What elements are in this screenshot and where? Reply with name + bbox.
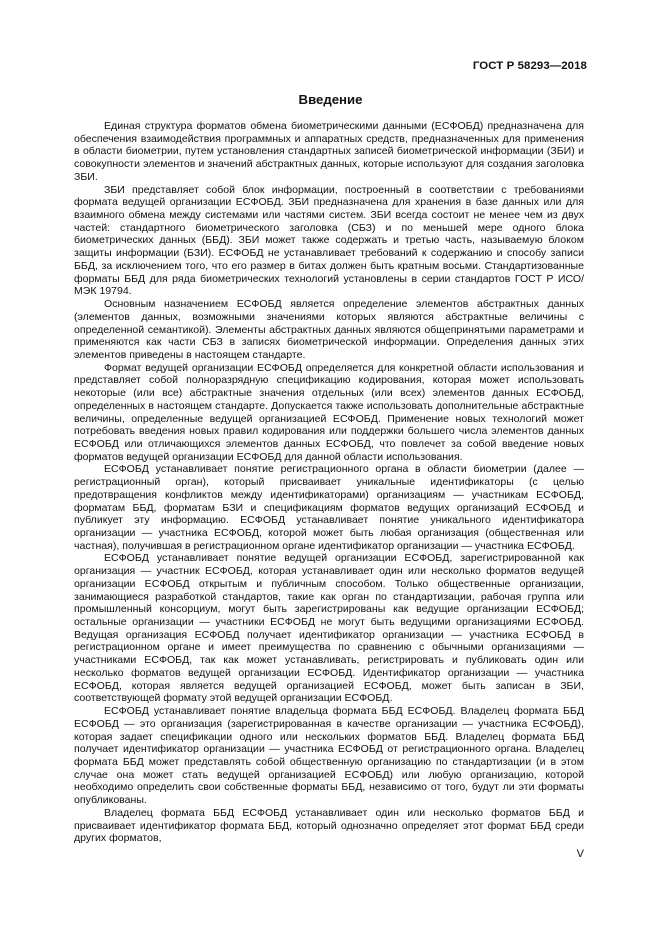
paragraph: ЗБИ представляет собой блок информации, построенный в соответствии с требованиями формата ведущей организации ЕСФОБД. ЗБИ предназначена для хранения в базе данных или для взаимного обмена между системами или частями систем. ЗБИ всегда состоит не менее чем из двух частей: стандартного биометрического заголовка (СБЗ) и по меньшей мере одного блока биометрических данных (ББД). ЗБИ может также содержать и третью часть, называемую блоком защиты информации (БЗИ). ЕСФОБД не устанавливает требований к содержанию и способу записи ББД, за исключением того, что его размер в битах должен быть кратным восьми. Стандартизованные форматы ББД для ряда биометрических технологий установлены в серии стандартов ГОСТ Р ИСО/МЭК 19794. xyxy=(74,183,584,298)
paragraph: Основным назначением ЕСФОБД является определение элементов абстрактных данных (элементов данных, возможными значениями которых являются абстрактные величины с определенной семантикой). Элементы абстрактных данных являются общепринятыми параметрами и применяются как части СБЗ в записях биометрической информации. Определения данных этих элементов приведены в настоящем стандарте. xyxy=(74,298,584,361)
paragraph: ЕСФОБД устанавливает понятие ведущей организации ЕСФОБД, зарегистрированной как организация — участник ЕСФОБД, которая устанавливает один или несколько форматов ведущей организации ЕСФОБД открытым и публичным способом. Только общественные организации, занимающиеся разработкой стандартов, такие как орган по стандартизации, рабочая группа или промышленный консорциум, могут быть зарегистрированы как ведущие организации ЕСФОБД; остальные организации — участники ЕСФОБД не могут быть ведущими организациями ЕСФОБД. Ведущая организация ЕСФОБД получает идентификатор организации — участника ЕСФОБД в регистрационном органе и имеет преимущества по сравнению с обычными организациями — участниками ЕСФОБД, так как может устанавливать, регистрировать и публиковать один или несколько форматов ведущей организации ЕСФОБД. Идентификатор организации — участника ЕСФОБД, которая является ведущей организацией ЕСФОБД, может быть записан в ЗБИ, соответствующей формату этой ведущей организации ЕСФОБД. xyxy=(74,552,584,705)
paragraph: ЕСФОБД устанавливает понятие регистрационного органа в области биометрии (далее — регистрационный орган), который присваивает уникальные идентификаторы (с целью предотвращения конфликтов между идентификаторами) организациям — участникам ЕСФОБД, форматам ББД, форматам БЗИ и спецификациям форматов ведущих организаций ЕСФОБД и публикует эту информацию. ЕСФОБД устанавливает понятие уникального идентификатора организации — участника ЕСФОБД, которой может быть любая организация (общественная или частная), получившая в регистрационном органе идентификатор организации — участника ЕСФОБД. xyxy=(74,463,584,552)
paragraph: Формат ведущей организации ЕСФОБД определяется для конкретной области использования и представляет собой полноразрядную спецификацию кодирования, которая может использовать некоторые (или все) абстрактные значения отдельных (или всех) элементов данных ЕСФОБД, определенных в настоящем стандарте. Допускается также использовать дополнительные абстрактные величины, определенные ведущей организацией ЕСФОБД. Применение новых технологий может потребовать введения новых правил кодирования или поддержки большего числа элементов данных ЕСФОБД или отличающихся элементов данных ЕСФОБД, что повлечет за собой введение новых форматов ведущей организации ЕСФОБД для данной области использования. xyxy=(74,361,584,463)
document-code-header: ГОСТ Р 58293—2018 xyxy=(472,60,587,72)
paragraph: Единая структура форматов обмена биометрическими данными (ЕСФОБД) предназначена для обеспечения взаимодействия программных и аппаратных средств, предназначенных для применения в области биометрии, путем установления стандартных записей биометрической информации (ЗБИ) и совокупности элементов и значений абстрактных данных, которые используют для создания заголовка ЗБИ. xyxy=(74,120,584,183)
page-number: V xyxy=(576,848,584,860)
paragraph: ЕСФОБД устанавливает понятие владельца формата ББД ЕСФОБД. Владелец формата ББД ЕСФОБД — это организация (зарегистрированная в качестве организации — участника ЕСФОБД), которая задает спецификации одного или нескольких форматов ББД. Владелец формата ББД получает идентификатор организации — участника ЕСФОБД от регистрационного органа. Владелец формата ББД может представлять собой общественную организацию по стандартизации (и в этом случае она может стать ведущей организацией ЕСФОБД) или любую организацию, которой необходимо определить свои собственные форматы ББД, независимо от того, будут ли эти форматы опубликованы. xyxy=(74,705,584,807)
body-text xyxy=(74,120,584,845)
paragraph: Владелец формата ББД ЕСФОБД устанавливает один или несколько форматов ББД и присваивает идентификатор формата ББД, который однозначно определяет этот формат ББД среди других форматов, xyxy=(74,806,584,845)
section-title: Введение xyxy=(298,92,363,107)
